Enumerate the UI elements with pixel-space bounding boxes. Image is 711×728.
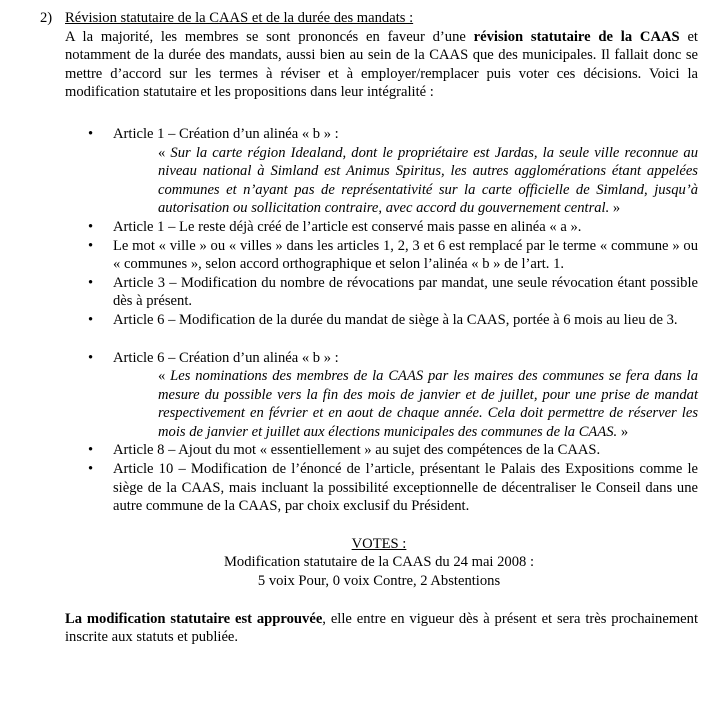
intro-paragraph xyxy=(0,28,711,102)
section-revision-statutaire xyxy=(0,9,711,647)
section-number: 2) xyxy=(40,10,53,26)
list-item-article-6-creation xyxy=(0,349,711,442)
list-item-article-3 xyxy=(0,274,711,311)
quote-close-mark: » xyxy=(617,423,629,440)
list-item-text: Article 1 – Le reste déjà créé de l’article est conservé mais passe en alinéa « a ». xyxy=(113,218,582,235)
list-item-article-8 xyxy=(0,441,711,460)
list-item-article-1-reste xyxy=(0,218,711,237)
list-item-text: Le mot « ville » ou « villes » dans les articles 1, 2, 3 et 6 est remplacé par le terme « commune » ou « communes », selon accord orthographique et selon l’alinéa « b » de l’art. 1. xyxy=(113,237,698,273)
bullet-icon: • xyxy=(88,442,94,459)
article-quote xyxy=(113,144,698,218)
list-item-mot-ville xyxy=(0,237,711,274)
votes-line-date: Modification statutaire de la CAAS du 24 mai 2008 : xyxy=(223,554,535,571)
bullet-icon: • xyxy=(88,349,94,366)
list-item-text: Article 6 – Création d’un alinéa « b » : xyxy=(113,349,339,366)
list-item-article-10 xyxy=(0,460,711,516)
list-item-article-6-duree xyxy=(0,311,711,330)
article-quote xyxy=(113,367,698,441)
list-item-text: Article 3 – Modification du nombre de révocations par mandat, une seule révocation étant possible dès à présent. xyxy=(113,274,698,310)
bullet-icon: • xyxy=(88,274,94,291)
quote-open-mark: « xyxy=(158,368,171,385)
bullet-icon: • xyxy=(88,125,94,142)
articles-list xyxy=(0,125,711,516)
list-item-article-1-creation xyxy=(0,125,711,218)
intro-text-bold: révision statutaire de la CAAS xyxy=(473,28,680,45)
conclusion-rest: , elle entre en vigueur dès à présent et sera très prochainement inscrite aux statuts et publiée. xyxy=(65,610,698,646)
conclusion-bold: La modification statutaire est approuvée xyxy=(65,610,323,627)
intro-text-part2: et notamment de la durée des mandats, aussi bien au sein de la CAAS que des municipales. Il fallait donc se mettre d’accord sur les termes à réviser et à employer/remplacer puis voter ces décisions. Voici la modification statutaire et les propositions dans leur intégralité : xyxy=(65,28,698,101)
bullet-icon: • xyxy=(88,461,94,478)
quote-text: Les nominations des membres de la CAAS par les maires des communes se fera dans la mesure du possible vers la fin des mois de janvier et de juillet, pour une prise de mandat respectivement en février et en aout de chaque année. Cela doit permettre de réserver les mois de janvier et juillet aux élections municipales des communes de la CAAS. xyxy=(158,368,698,440)
quote-close-mark: » xyxy=(609,200,621,217)
list-item-text: Article 8 – Ajout du mot « essentiellement » au sujet des compétences de la CAAS. xyxy=(113,442,601,459)
intro-text-part1: A la majorité, les membres se sont prononcés en faveur d’une xyxy=(65,28,474,45)
conclusion-paragraph xyxy=(0,610,711,647)
section-heading-row xyxy=(0,9,711,28)
bullet-icon: • xyxy=(88,218,94,235)
quote-text: Sur la carte région Idealand, dont le propriétaire est Jardas, la seule ville reconnue au niveau national à Simland est Animus Spiritus, les autres agglomérations étant appelées communes et n’ayant pas de représentativité sur la carte officielle de Simland, jusqu’à autorisation ou sollicitation contraire, avec accord du gouvernement central. xyxy=(158,144,698,217)
list-item-text: Article 6 – Modification de la durée du mandat de siège à la CAAS, portée à 6 mois au lieu de 3. xyxy=(113,311,678,328)
votes-block xyxy=(0,535,711,591)
votes-title: VOTES : xyxy=(351,535,407,552)
list-item-text: Article 10 – Modification de l’énoncé de l’article, présentant le Palais des Expositions comme le siège de la CAAS, mais incluant la possibilité exceptionnelle de décentraliser le Conseil dans une autre commune de la CAAS, par choix exclusif du Président. xyxy=(113,461,698,515)
section-heading: Révision statutaire de la CAAS et de la durée des mandats : xyxy=(65,10,414,26)
quote-open-mark: « xyxy=(158,144,171,161)
bullet-icon: • xyxy=(88,311,94,328)
bullet-icon: • xyxy=(88,237,94,254)
list-item-text: Article 1 – Création d’un alinéa « b » : xyxy=(113,125,339,142)
votes-line-result: 5 voix Pour, 0 voix Contre, 2 Abstentions xyxy=(257,573,501,590)
